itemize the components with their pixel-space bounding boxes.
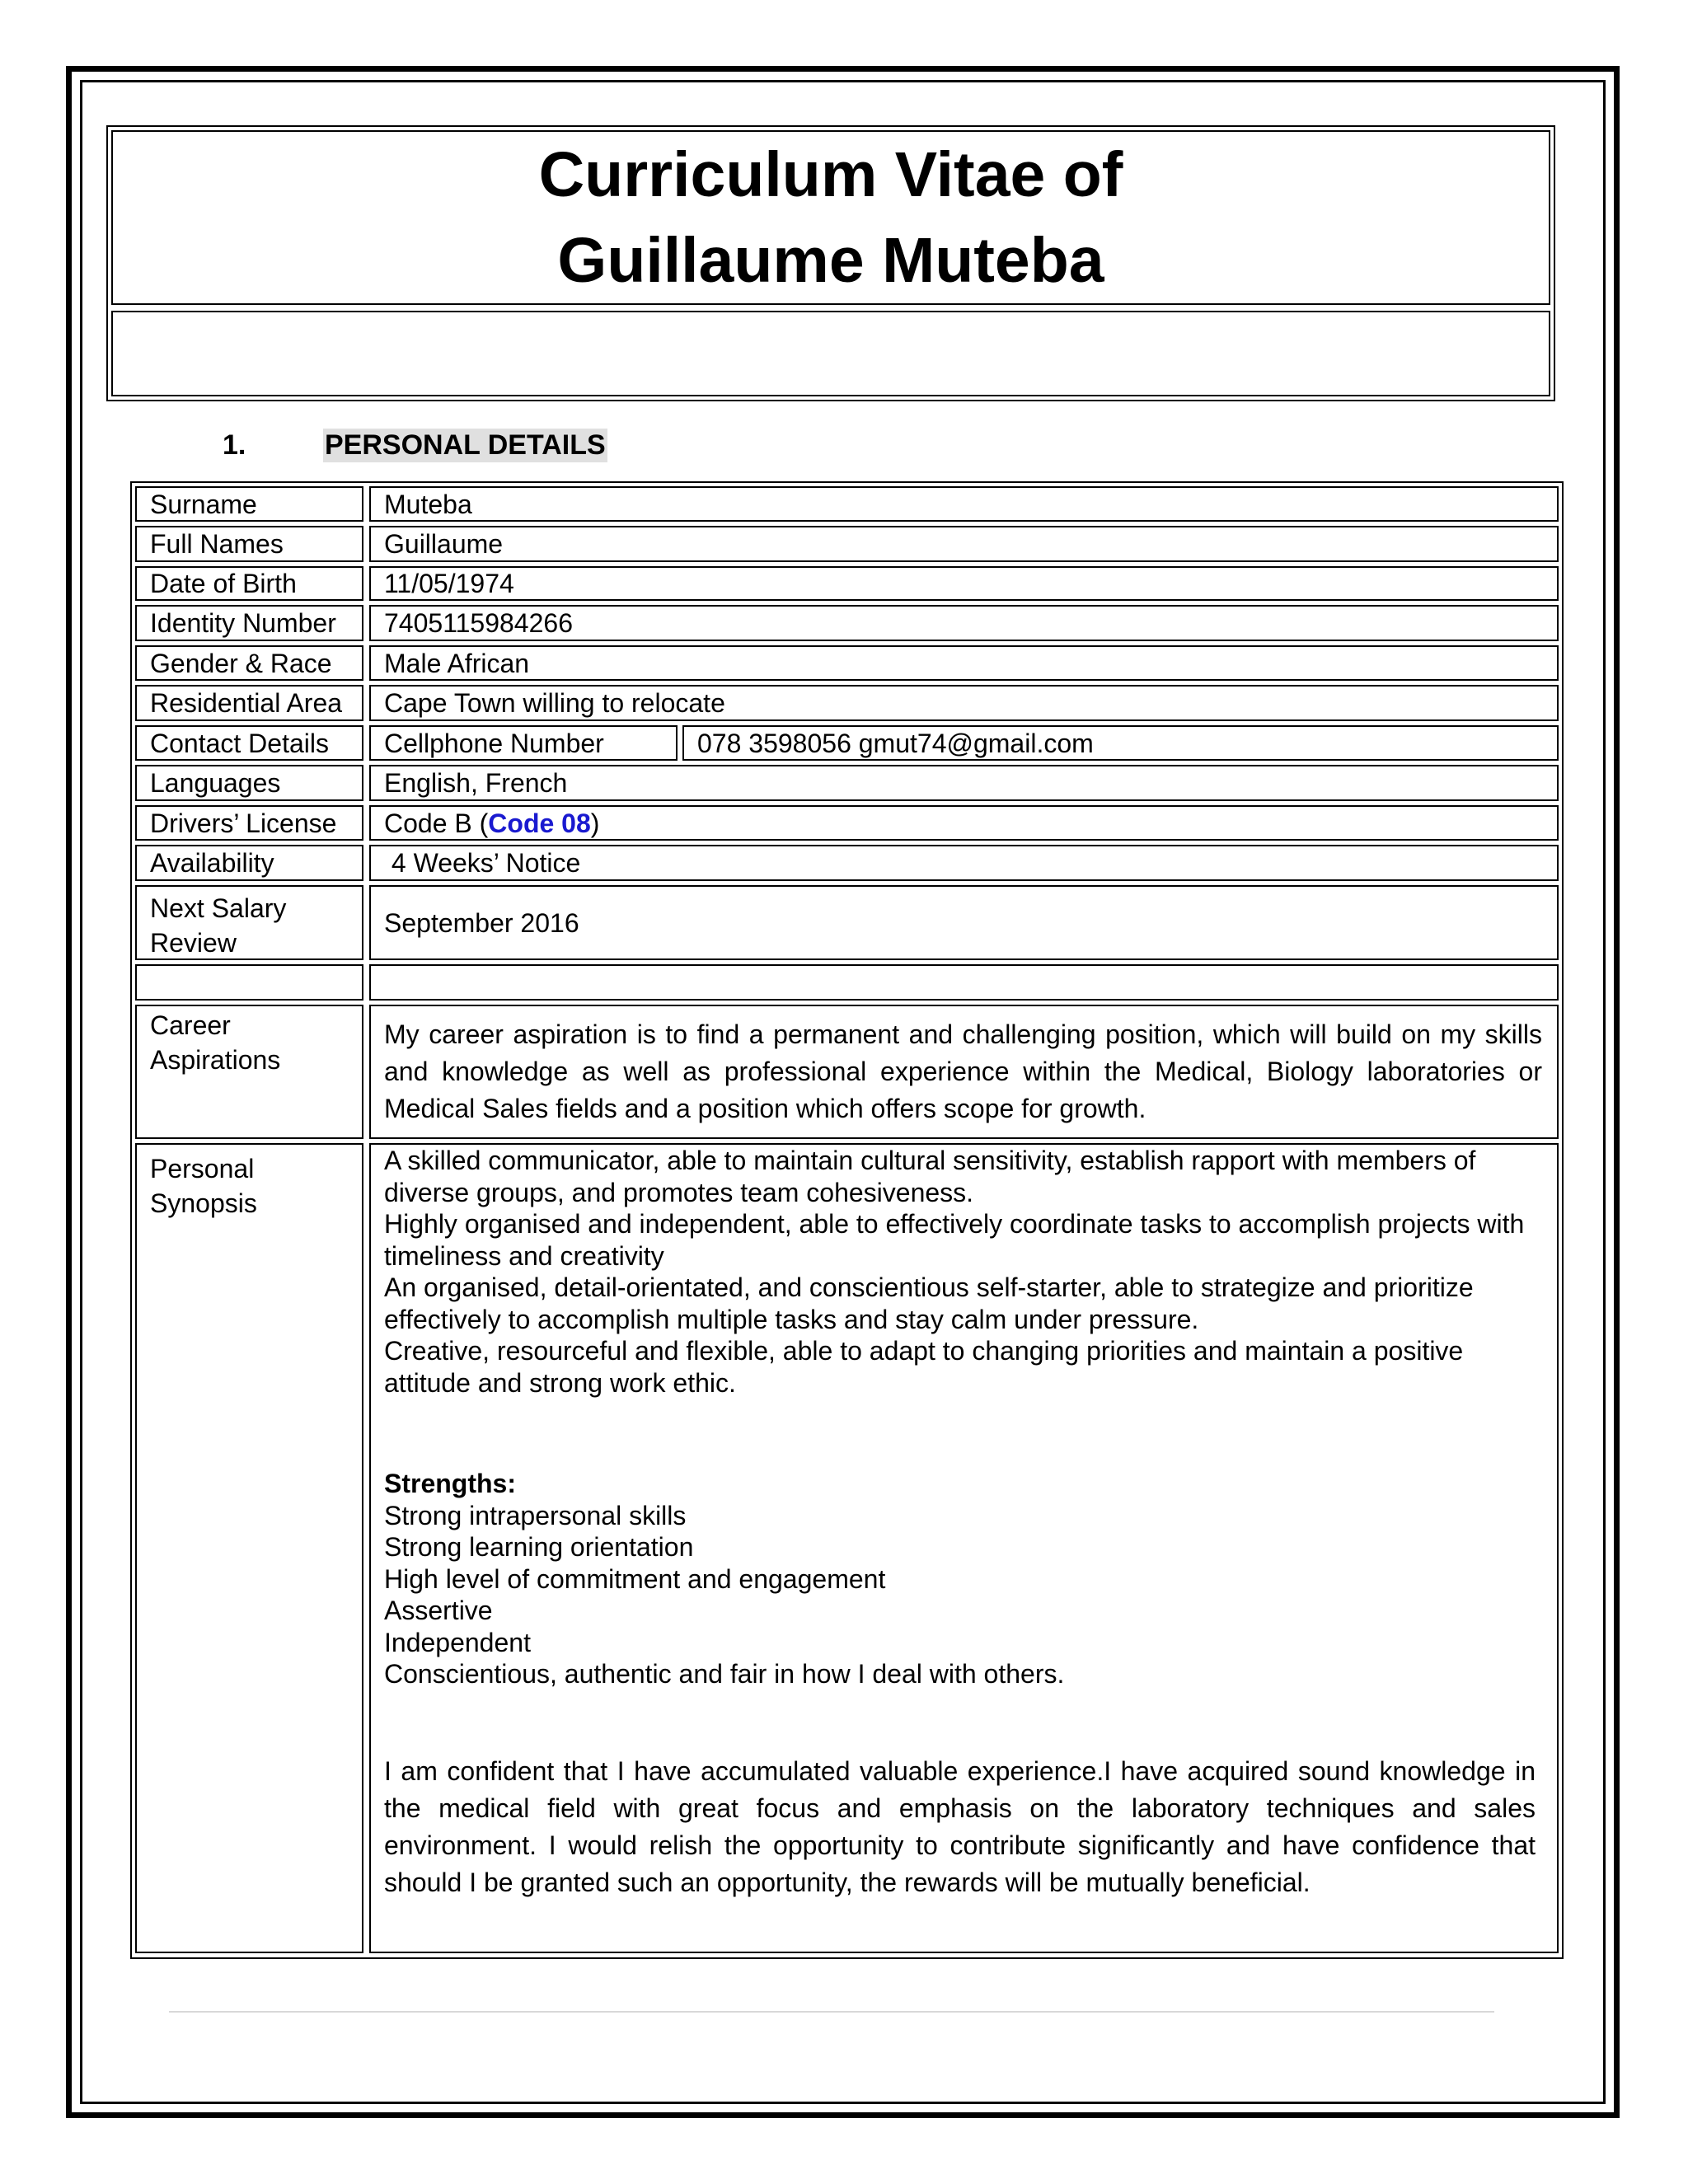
license-prefix: Code B ( xyxy=(384,808,489,838)
full-names-label: Full Names xyxy=(135,526,363,562)
id-number-value: 7405115984266 xyxy=(369,605,1559,641)
career-text: My career aspiration is to find a permanent and challenging position, which will build on my skills and knowledge as well as professional experience within the Medical, Biology laboratories or Medical Sales fields and a position which offers scope for growth. xyxy=(369,1005,1559,1139)
salary-review-label-line1: Next Salary xyxy=(150,893,287,923)
title-box xyxy=(111,130,1550,305)
section-title: PERSONAL DETAILS xyxy=(325,429,606,461)
languages-value: English, French xyxy=(369,765,1559,801)
career-label xyxy=(135,1005,363,1139)
blank-label-cell xyxy=(135,964,363,1001)
strength-item: Independent xyxy=(384,1627,531,1657)
license-suffix: ) xyxy=(590,808,600,838)
blank-value-cell xyxy=(369,964,1559,1001)
license-value xyxy=(369,805,1559,841)
gender-race-value: Male African xyxy=(369,645,1559,681)
contact-sublabel: Cellphone Number xyxy=(369,725,678,761)
residential-value: Cape Town willing to relocate xyxy=(369,685,1559,721)
subtitle-box xyxy=(111,311,1550,396)
synopsis-paragraph-4: Creative, resourceful and flexible, able to adapt to changing priorities and maintain a positive attitude and strong work ethic. xyxy=(384,1336,1464,1398)
synopsis-paragraph-1: A skilled communicator, able to maintain cultural sensitivity, establish rapport with members of diverse groups, and promotes team cohesiveness. xyxy=(384,1146,1476,1207)
languages-label: Languages xyxy=(135,765,363,801)
dob-value: 11/05/1974 xyxy=(369,566,1559,601)
cv-title-line1: Curriculum Vitae of xyxy=(538,139,1123,210)
strength-item: Strong intrapersonal skills xyxy=(384,1500,687,1530)
career-label-line1: Career xyxy=(150,1010,231,1040)
gender-race-label: Gender & Race xyxy=(135,645,363,681)
id-number-label: Identity Number xyxy=(135,605,363,641)
license-label: Drivers’ License xyxy=(135,805,363,841)
contact-value: 078 3598056 gmut74@gmail.com xyxy=(682,725,1559,761)
salary-review-label xyxy=(135,885,363,960)
synopsis-label-line2: Synopsis xyxy=(150,1188,257,1218)
surname-label: Surname xyxy=(135,486,363,522)
salary-review-label-line2: Review xyxy=(150,928,237,958)
section-number: 1. xyxy=(223,429,246,461)
strength-item: Strong learning orientation xyxy=(384,1532,694,1562)
strength-item: Assertive xyxy=(384,1596,493,1625)
strengths-title: Strengths: xyxy=(384,1469,516,1498)
synopsis-paragraph-3: An organised, detail-orientated, and conscientious self-starter, able to strategize and prioritize effectively to accomplish multiple tasks and stay calm under pressure. xyxy=(384,1272,1474,1334)
synopsis-spacer xyxy=(384,1399,1536,1468)
cv-title-line2: Guillaume Muteba xyxy=(557,225,1104,296)
contact-label: Contact Details xyxy=(135,725,363,761)
closing-paragraph: I am confident that I have accumulated valuable experience.I have acquired sound knowledge in the medical field with great focus and emphasis on the laboratory techniques and sales environment. I would relish the opportunity to contribute significantly and have confidence that should I be granted such an opportunity, the rewards will be mutually beneficial. xyxy=(384,1755,1536,1897)
full-names-value: Guillaume xyxy=(369,526,1559,562)
career-label-line2: Aspirations xyxy=(150,1045,281,1075)
surname-value: Muteba xyxy=(369,486,1559,522)
dob-label: Date of Birth xyxy=(135,566,363,601)
residential-label: Residential Area xyxy=(135,685,363,721)
footer-divider xyxy=(169,2011,1494,2013)
availability-label: Availability xyxy=(135,845,363,881)
synopsis-spacer xyxy=(384,1690,1536,1753)
salary-review-value: September 2016 xyxy=(369,885,1559,960)
availability-value: 4 Weeks’ Notice xyxy=(369,845,1559,881)
strength-item: Conscientious, authentic and fair in how I deal with others. xyxy=(384,1659,1065,1689)
section-heading xyxy=(223,429,607,462)
synopsis-content xyxy=(369,1143,1559,1953)
synopsis-paragraph-2: Highly organised and independent, able to effectively coordinate tasks to accomplish projects with timeliness and creativity xyxy=(384,1209,1525,1271)
synopsis-label xyxy=(135,1143,363,1953)
synopsis-label-line1: Personal xyxy=(150,1154,255,1183)
license-code: Code 08 xyxy=(488,808,591,838)
strength-item: High level of commitment and engagement xyxy=(384,1563,886,1594)
